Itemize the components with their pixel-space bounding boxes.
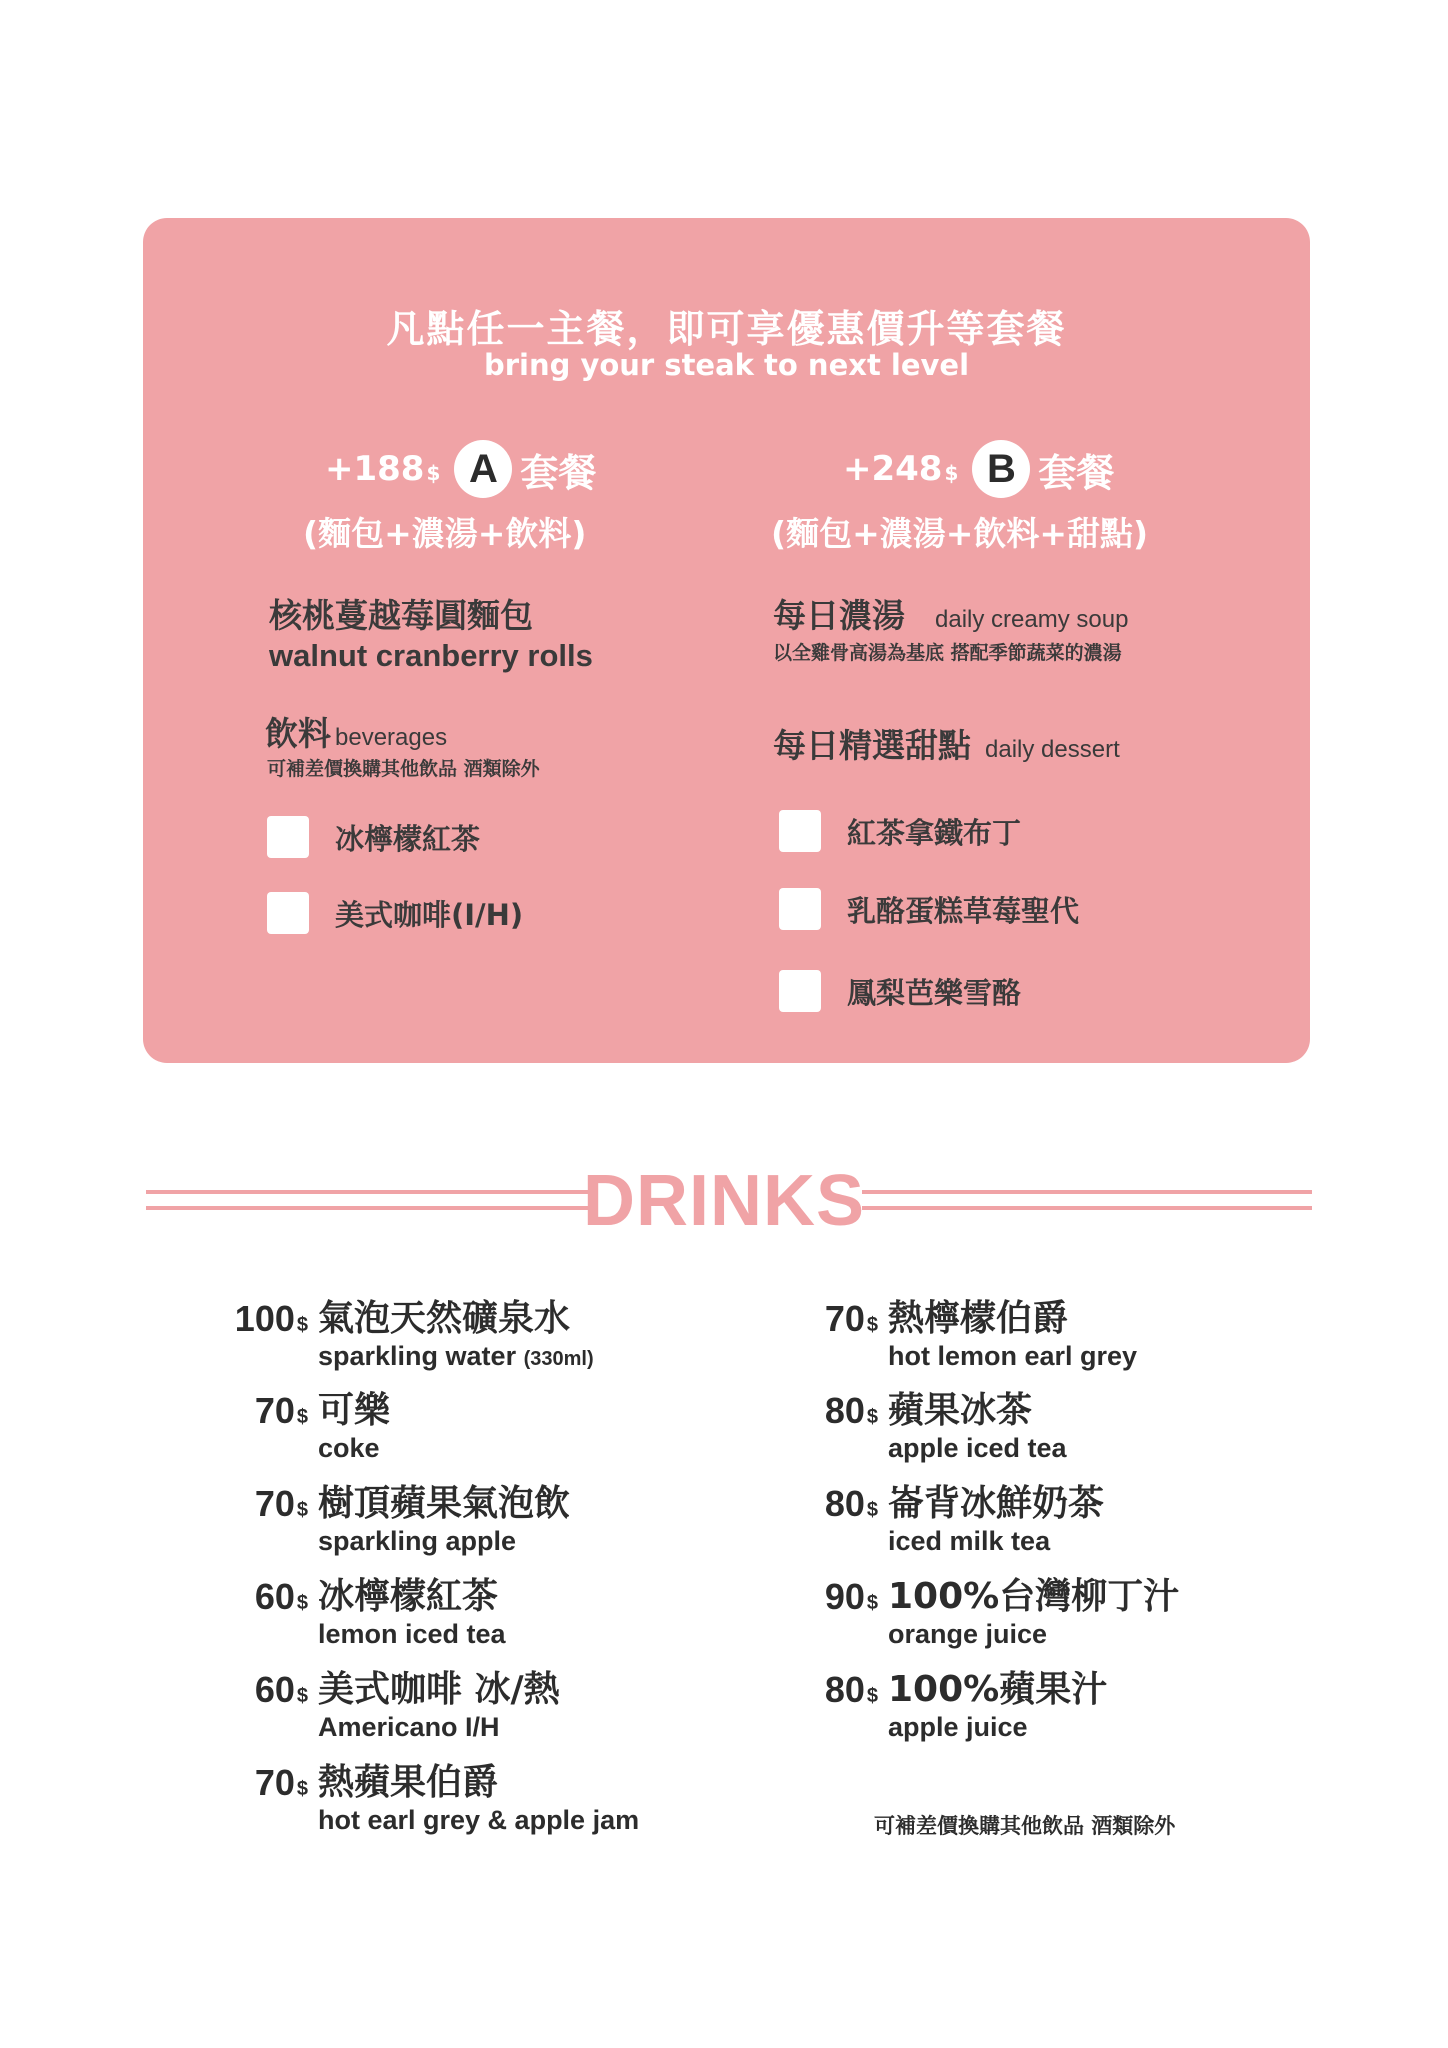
- checkbox[interactable]: [779, 888, 821, 930]
- option-sorbet[interactable]: 鳳梨芭樂雪酪: [779, 970, 1021, 1012]
- drink-name-en: lemon iced tea: [318, 1619, 506, 1649]
- drink-name-cn: 熱檸檬伯爵: [888, 1298, 1069, 1339]
- drink-name-cn: 蘋果冰茶: [888, 1390, 1033, 1431]
- drink-price: 70 $: [254, 1762, 308, 1803]
- drink-price: 70 $: [254, 1483, 308, 1524]
- set-b-header: [843, 440, 1114, 498]
- drink-price: 80 $: [824, 1390, 878, 1431]
- checkbox[interactable]: [779, 970, 821, 1012]
- set-menu-subtitle: bring your steak to next level: [483, 348, 970, 382]
- drink-name-en: sparkling apple: [318, 1526, 517, 1556]
- drink-item: [254, 1390, 391, 1464]
- set-b-name: 套餐: [1038, 450, 1115, 495]
- set-b-desc: (麵包+濃湯+飲料+甜點): [771, 514, 1149, 553]
- drink-price: 80 $: [824, 1483, 878, 1524]
- drink-name-cn: 崙背冰鮮奶茶: [888, 1483, 1105, 1524]
- drink-name-cn: 100%台灣柳丁汁: [888, 1576, 1180, 1617]
- checkbox[interactable]: [779, 810, 821, 852]
- set-menu-panel: [143, 218, 1310, 1063]
- drink-item: [234, 1298, 594, 1375]
- drink-price: 60 $: [254, 1576, 308, 1617]
- drink-price: 100 $: [234, 1298, 308, 1339]
- drink-item: [824, 1298, 1138, 1372]
- divider-right: [862, 1190, 1312, 1210]
- drinks-title: DRINKS: [582, 1161, 865, 1241]
- drink-name-cn: 氣泡天然礦泉水: [318, 1298, 571, 1339]
- dessert-heading: 每日精選甜點 daily dessert: [773, 726, 1120, 765]
- drink-item: [254, 1576, 506, 1650]
- drink-item: [824, 1576, 1180, 1650]
- drink-price: 60 $: [254, 1669, 308, 1710]
- checkbox[interactable]: [267, 816, 309, 858]
- option-americano[interactable]: 美式咖啡(I/H): [267, 892, 523, 934]
- drink-name-en: sparkling water (330ml): [318, 1341, 594, 1371]
- bread-name-cn: 核桃蔓越莓圓麵包: [269, 596, 533, 635]
- set-a-desc: (麵包+濃湯+飲料): [303, 514, 587, 553]
- drink-name-en: hot lemon earl grey: [888, 1341, 1138, 1371]
- drink-name-cn: 100%蘋果汁: [888, 1669, 1108, 1710]
- option-pudding[interactable]: 紅茶拿鐵布丁: [779, 810, 1021, 852]
- drink-price: 70 $: [824, 1298, 878, 1339]
- drink-item: [824, 1669, 1108, 1743]
- drink-item: [824, 1483, 1105, 1557]
- drink-name-cn: 樹頂蘋果氣泡飲: [318, 1483, 571, 1524]
- drink-price: 90 $: [824, 1576, 878, 1617]
- drink-name-cn: 冰檸檬紅茶: [318, 1576, 499, 1617]
- soup-heading: 每日濃湯 daily creamy soup: [773, 596, 1129, 635]
- drink-name-cn: 熱蘋果伯爵: [318, 1762, 499, 1803]
- drink-name-cn: 美式咖啡 冰/熱: [318, 1669, 560, 1710]
- drink-name-cn: 可樂: [318, 1390, 391, 1431]
- set-b-price: +248 $: [843, 449, 959, 489]
- option-cheesecake-sundae[interactable]: 乳酪蛋糕草莓聖代: [779, 888, 1079, 930]
- drink-item: [254, 1483, 571, 1557]
- drinks-footnote: 可補差價換購其他飲品 酒類除外: [874, 1814, 1176, 1838]
- set-menu-title: 凡點任一主餐，即可享優惠價升等套餐: [386, 307, 1067, 351]
- drink-name-en: coke: [318, 1433, 380, 1463]
- drink-price: 70 $: [254, 1390, 308, 1431]
- drink-item: [254, 1762, 640, 1836]
- drink-name-en: orange juice: [888, 1619, 1048, 1649]
- beverage-note: 可補差價換購其他飲品 酒類除外: [267, 758, 540, 780]
- drink-item: [254, 1669, 560, 1743]
- bread-name-en: walnut cranberry rolls: [269, 638, 593, 673]
- set-a-price: +188 $: [325, 449, 441, 489]
- drink-item: [824, 1390, 1067, 1464]
- checkbox[interactable]: [267, 892, 309, 934]
- drink-name-en: iced milk tea: [888, 1526, 1051, 1556]
- drink-name-en: Americano I/H: [318, 1712, 500, 1742]
- drink-name-en: apple iced tea: [888, 1433, 1067, 1463]
- set-b-badge: B: [972, 440, 1030, 498]
- drink-name-en: apple juice: [888, 1712, 1028, 1742]
- set-a-header: [325, 440, 596, 498]
- drink-price: 80 $: [824, 1669, 878, 1710]
- drink-name-en: hot earl grey & apple jam: [318, 1805, 640, 1835]
- soup-note: 以全雞骨高湯為基底 搭配季節蔬菜的濃湯: [773, 642, 1122, 664]
- set-a-badge: A: [454, 440, 512, 498]
- beverage-heading: 飲料 beverages: [265, 714, 448, 753]
- set-a-name: 套餐: [520, 450, 597, 495]
- option-lemon-tea[interactable]: 冰檸檬紅茶: [267, 816, 480, 858]
